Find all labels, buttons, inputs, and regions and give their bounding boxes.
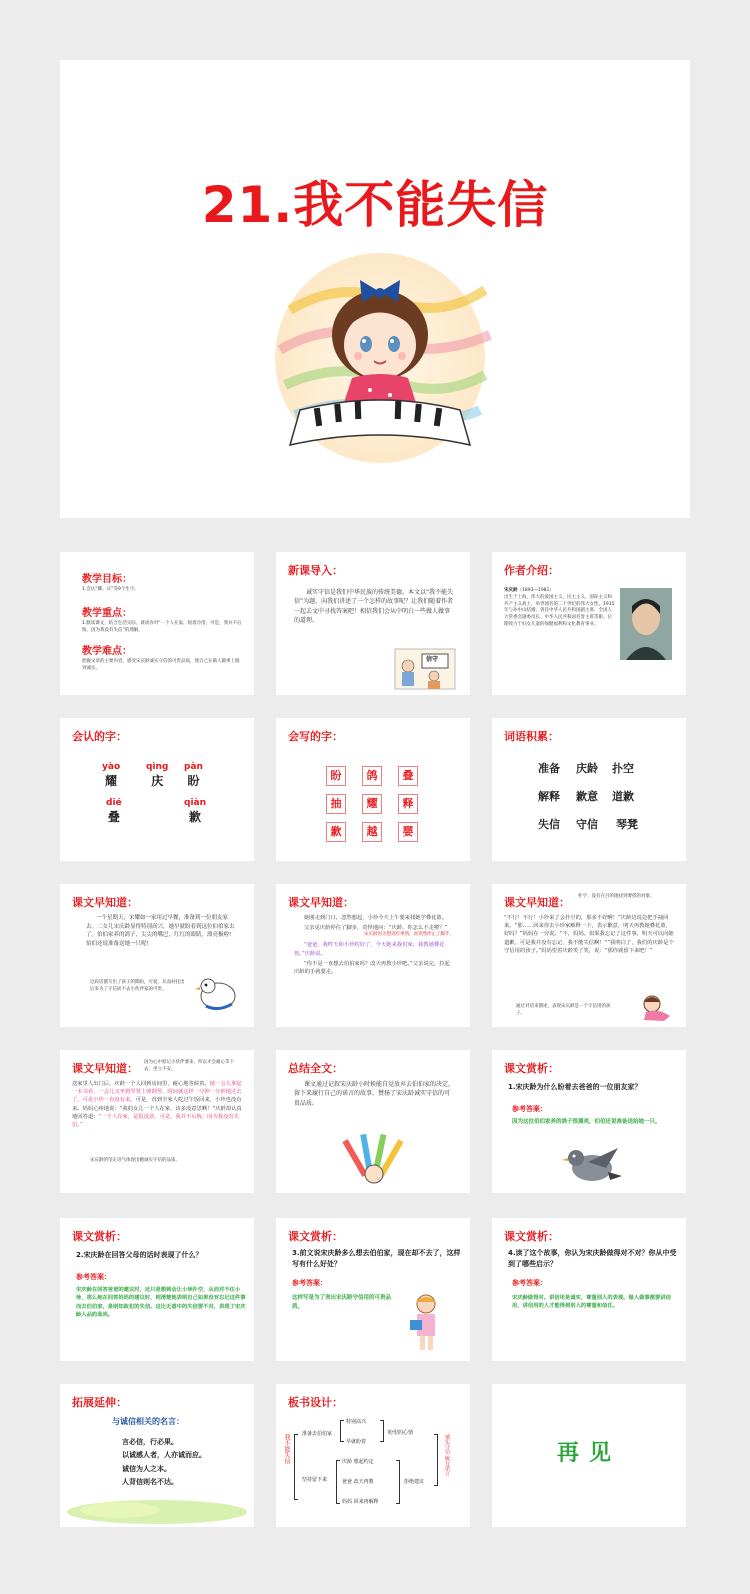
question-text: 2.宋庆龄在回答父母的话时表现了什么？ [76, 1251, 203, 1259]
write-char: 释 [398, 794, 418, 814]
write-char: 歉 [326, 822, 346, 842]
answer-text: 这样写是为了突出宋庆龄守信用的可贵品质。 [292, 1295, 392, 1310]
vocab-word: 解释 [538, 790, 560, 803]
goals-text: 1.会认“耀、庆”等9个生字。 [82, 587, 139, 592]
board-node: 拒绝建议 [404, 1479, 425, 1485]
vocab-word: 守信 [576, 818, 598, 831]
write-char: 耀 [362, 794, 382, 814]
board-left-label: 我不能失信 [283, 1434, 290, 1464]
board-node: 爸爸 改天再教 [342, 1479, 374, 1485]
write-char: 越 [362, 822, 382, 842]
board-node: 庆龄 想起约定 [342, 1459, 374, 1465]
board-node: 早就盼着 [346, 1439, 367, 1445]
board-node: 坚持留下来 [302, 1477, 328, 1483]
slide-summary [276, 1050, 470, 1193]
slide-analysis-3 [276, 1218, 470, 1361]
slide-text-preview-2 [276, 884, 470, 1027]
answer-text: 宋庆龄在回答爸爸的建议时，还只是想到会让小珍扑空，从而对不住小珍，那么她在回答妈妈的建议时，则清楚地表明自己如果没有忘记这件事而去伯伯家，是明知故犯的失信。这比无意中的失信要不对，表现了宋庆龄人品的高尚。 [76, 1287, 246, 1319]
preview-p2: 父亲见庆龄停住了脚步，奇怪地问：“庆龄，你怎么不走啦？” [304, 925, 448, 932]
vocab-word: 庆龄 [576, 762, 598, 775]
author-years: （1893—1981） [517, 588, 554, 593]
vocab-word: 扑空 [612, 762, 634, 775]
focus-heading: 教学重点： [82, 607, 132, 619]
question-text: 1.宋庆龄为什么盼着去爸爸的一位朋友家？ [508, 1083, 642, 1091]
quote-line: 言必信，行必果。 [122, 1438, 178, 1446]
analysis-heading: 课文赏析： [72, 1230, 127, 1243]
slide-write-chars [276, 718, 470, 861]
preview-heading: 课文早知道： [72, 1062, 138, 1075]
reading-children-illustration [394, 648, 456, 690]
vocab-word: 琴凳 [616, 818, 638, 831]
char-qian: qiàn 歉 [184, 798, 207, 824]
preview-pink-text: 她一会儿拿起一本书看，一会儿又坐到琴凳上弹钢琴，时间就这样一分钟一分钟地过去了，可是小珍一直没有来。 [72, 1081, 242, 1104]
green-light-decoration [60, 1490, 254, 1527]
lesson-title: 21.我不能失信 [201, 176, 549, 234]
vocab-word: 道歉 [612, 790, 634, 803]
girl-reading-illustration [636, 990, 680, 1022]
slide-vocabulary [492, 718, 686, 861]
vocab-word: 失信 [538, 818, 560, 831]
reference-label: 参考答案： [512, 1105, 547, 1113]
slide-board-design [276, 1384, 470, 1527]
write-char: 抽 [326, 794, 346, 814]
write-char: 盼 [326, 766, 346, 786]
difficulty-text: 把握文章的主要内容，感受宋庆龄诚实守信的可贵品质，使自己在做人做事上做到诚实。 [82, 659, 240, 671]
reference-label: 参考答案： [76, 1273, 111, 1281]
preview-note: 宋庆龄的坚定语气体现出她诚实守信的品质。 [90, 1158, 180, 1163]
girl-with-book-illustration [406, 1292, 446, 1352]
write-char: 叠 [398, 766, 418, 786]
summary-text: 课文通过记叙宋庆龄小时候能自觉放弃去伯伯家的决定，留下来履行自己的诺言的故事，赞扬了宋庆龄诚实守信的可贵品质。 [294, 1081, 455, 1107]
question-text: 3.前文说宋庆龄多么想去伯伯家，现在却不去了，这样写有什么好处？ [292, 1249, 461, 1268]
preview-top-note: 因为心中惦记小伙伴要来，所以才会耐心等下去，坐立不安。 [144, 1060, 234, 1072]
board-node: 盼望的心情 [388, 1430, 414, 1436]
write-heading: 会写的字： [288, 730, 343, 743]
reference-label: 参考答案： [292, 1279, 327, 1287]
difficulty-heading: 教学难点： [82, 646, 132, 658]
board-node: 准备去伯伯家 [302, 1431, 333, 1437]
book-label: 信守 [426, 656, 439, 663]
pigeon-illustration [558, 1142, 624, 1188]
quote-line: 人背信则名不达。 [122, 1477, 178, 1486]
analysis-heading: 课文赏析： [504, 1062, 559, 1075]
slide-author [492, 552, 686, 695]
goodbye-text: 再见 [556, 1441, 621, 1466]
preview-heading: 课文早知道： [288, 896, 354, 909]
char-die: dié 叠 [106, 798, 122, 824]
vocab-heading: 词语积累： [504, 730, 559, 743]
goals-heading: 教学目标： [82, 574, 132, 585]
preview-p4: “你不是一直想去伯伯家吗？改天再教小珍吧。”父亲说完，拉起庆龄的手就要走。 [294, 960, 450, 975]
vocab-word: 歉意 [576, 790, 598, 803]
extension-heading: 拓展延伸： [72, 1396, 127, 1409]
board-node: 特别高兴 [346, 1419, 367, 1425]
preview-p3: “爸爸，我昨天和小珍约好了，今天她来我们家，我教她叠花篮。”庆龄说。 [294, 942, 445, 957]
quotes-subheading: 与诚信相关的名言： [112, 1417, 184, 1426]
recognize-heading: 会认的字： [72, 730, 127, 743]
slide-teaching-goals [60, 552, 254, 695]
preview-p1: 她刚走到门口，忽然想起，小珍今天上午要来找她学叠花篮。 [304, 915, 448, 921]
preview-red-note: 宋庆龄因为想到有事情，而突然停止了脚步， [364, 932, 454, 938]
dove-illustration [192, 972, 242, 1016]
author-portrait [620, 588, 672, 660]
question-text: 4.读了这个故事，你认为宋庆龄做得对不对？你从中受到了哪些启示？ [508, 1249, 677, 1268]
preview-text: “不行！不行！小珍来了会扑空的，那多不好啊！”庆龄边说边把手抽回来。“那……回来你去小珍家解释一下，表示歉意，明天再教她叠花篮，好吗？”妈妈在一旁说。“不，妈妈。如果我忘记了这件事，明天可以向她道歉，可是我并没有忘记，我不能失信啊！”“我明白了，我们的庆龄是个守信用的孩子。”妈妈望着庆龄笑了笑，说：“那你就留下来吧！” [504, 915, 674, 954]
slide-analysis-4 [492, 1218, 686, 1361]
pencils-illustration [342, 1130, 406, 1186]
preview-note: 这段话描写出了孩子的期盼，可爱，从而衬托出后来为了守信而不去小伙伴家的可贵。 [90, 980, 185, 992]
vocab-word: 准备 [538, 762, 560, 775]
girl-piano-illustration [260, 240, 500, 480]
preview-text2: 可是，直到全家人吃过午饭回来，小珍也没有来。妈妈心疼地说：“我的女儿一个人在家，该多没意思啊！”庆龄却认真地回答道： [72, 1097, 242, 1120]
preview-text: 送家里人出门后，庆龄一个人回到房间里，耐心地等候着。 [72, 1081, 210, 1087]
preview-heading: 课文早知道： [504, 896, 570, 909]
slide-text-preview-4 [60, 1050, 254, 1193]
focus-text: 1.默读课文，结合生活实际，谈谈你对“一个人在家，很着冷清，可是，我并不后悔，因为我没有失信”的理解。 [82, 620, 242, 633]
slide-analysis-1 [492, 1050, 686, 1193]
write-char: 鸽 [362, 766, 382, 786]
slide-recognize-chars [60, 718, 254, 861]
char-yao: yào 耀 [102, 762, 121, 788]
board-heading: 板书设计： [288, 1396, 343, 1409]
analysis-heading: 课文赏析： [288, 1230, 343, 1243]
slide-analysis-2 [60, 1218, 254, 1361]
slide-extension [60, 1384, 254, 1527]
author-bio: 出生于上海，伟大的爱国主义、民主主义、国际主义和共产主义战士，举世闻名的二十世纪的伟大女性。1915年与孙中山结婚。曾任中华人民共和国副主席、全国人大常委会副委员长、中华人民共和国名誉主席等职。长期致力于妇女儿童的保健福利和文化教育事业。 [504, 594, 615, 627]
author-heading: 作者介绍： [504, 564, 559, 577]
slide-goodbye [492, 1384, 686, 1527]
board-right-label: 诚实守信 履行诺言 [444, 1434, 450, 1476]
slide-lesson-intro [276, 552, 470, 695]
board-node: 妈妈 回来再解释 [342, 1499, 379, 1505]
char-pan: pàn 盼 [184, 762, 203, 788]
preview-heading: 课文早知道： [72, 896, 138, 909]
intro-text: 诚实守信是我们中华民族的传统美德。本文以“我不能失信”为题，向我们讲述了一个怎样的故事呢？让我们随着作者一起去文中寻找答案吧！相信我们会从中明白一些做人做事的道理。 [294, 589, 454, 624]
char-qing: qìng 庆 [146, 762, 169, 788]
analysis-heading: 课文赏析： [504, 1230, 559, 1243]
cover-slide [60, 60, 690, 518]
answer-text: 因为这位伯伯家养的鸽子很漂亮，伯伯还说准备送给她一只。 [512, 1119, 661, 1125]
preview-note: 通过对话来描述，表现宋庆龄是一个守信用的孩子。 [516, 1004, 611, 1016]
summary-heading: 总结全文： [288, 1062, 343, 1075]
write-char: 婴 [398, 822, 418, 842]
reference-label: 参考答案： [512, 1279, 547, 1287]
quote-line: 以诚感人者，人亦诚而应。 [122, 1451, 206, 1460]
intro-heading: 新课导入： [288, 564, 343, 577]
slide-text-preview-3 [492, 884, 686, 1027]
preview-quote: “一个人在家，是很没劲，可是，我并不后悔，因为我没有失信。” [72, 1113, 239, 1129]
quote-line: 诚信为人之本。 [122, 1464, 171, 1473]
preview-text: 一个星期天，宋耀如一家用过早餐，准备到一位朋友家去。二女儿宋庆龄显得特别高兴，她早就盼着到这位伯伯家去了。伯伯家养的鸽子，尖尖的嘴巴，红红的眼睛，漂亮极啦!伯伯还说准备送她一只呢! [86, 915, 235, 947]
preview-top-note: 扑空：没有在目的地找到要找的对象。 [578, 894, 655, 899]
answer-text: 宋庆龄做得对。讲信用是诚实，尊重别人的表现。做人做事都要讲信用，讲信用的人才能得到别人的尊重和信任。 [512, 1295, 671, 1310]
slide-text-preview-1 [60, 884, 254, 1027]
author-name: 宋庆龄 [504, 588, 518, 593]
